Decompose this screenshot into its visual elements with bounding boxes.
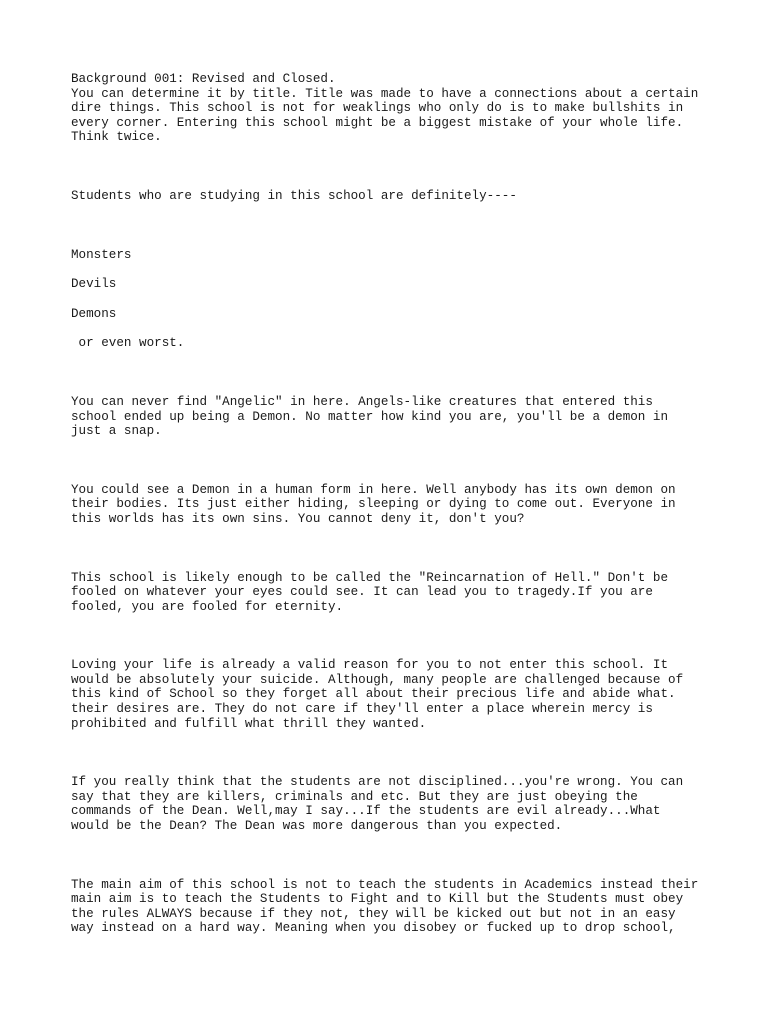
creature-list <box>71 248 711 351</box>
intro-paragraph <box>71 72 711 145</box>
text-line: You can determine it by title. Title was made to have a connections about a certain <box>71 86 699 101</box>
text-line: fooled on whatever your eyes could see. It can lead you to tragedy.If you are <box>71 585 653 600</box>
loving-life-paragraph <box>71 658 711 731</box>
list-item: Monsters <box>71 247 132 262</box>
hell-paragraph <box>71 571 711 615</box>
disciplined-paragraph <box>71 775 711 833</box>
demon-form-paragraph <box>71 483 711 527</box>
text-line: their bodies. Its just either hiding, sleeping or dying to come out. Everyone in <box>71 497 676 512</box>
text-line: this kind of School so they forget all about their precious life and abide what. <box>71 687 676 702</box>
text-line: commands of the Dean. Well,may I say...If the students are evil already...What <box>71 804 661 819</box>
text-line: This school is likely enough to be called the "Reincarnation of Hell." Don't be <box>71 570 669 585</box>
main-aim-paragraph <box>71 878 711 936</box>
text-line: would be absolutely your suicide. Although, many people are challenged because of <box>71 672 684 687</box>
text-line: main aim is to teach the Students to Fight and to Kill but the Students must obey <box>71 892 684 907</box>
text-line: would be the Dean? The Dean was more dangerous than you expected. <box>71 819 563 834</box>
text-line: say that they are killers, criminals and etc. But they are just obeying the <box>71 789 638 804</box>
text-line: school ended up being a Demon. No matter how kind you are, you'll be a demon in <box>71 409 669 424</box>
text-line: You can never find "Angelic" in here. Angels-like creatures that entered this <box>71 394 653 409</box>
list-item: Demons <box>71 306 117 321</box>
text-line: this worlds has its own sins. You cannot deny it, don't you? <box>71 511 525 526</box>
text-line: way instead on a hard way. Meaning when you disobey or fucked up to drop school, <box>71 921 676 936</box>
text-line: prohibited and fulfill what thrill they wanted. <box>71 716 427 731</box>
text-line: just a snap. <box>71 424 162 439</box>
text-line: their desires are. They do not care if they'll enter a place wherein mercy is <box>71 702 653 717</box>
angelic-paragraph <box>71 395 711 439</box>
text-line: fooled, you are fooled for eternity. <box>71 599 344 614</box>
text-line: every corner. Entering this school might be a biggest mistake of your whole life. <box>71 115 684 130</box>
text-line: the rules ALWAYS because if they not, they will be kicked out but not in an easy <box>71 906 676 921</box>
text-line: You could see a Demon in a human form in here. Well anybody has its own demon on <box>71 482 676 497</box>
text-line: If you really think that the students are not disciplined...you're wrong. You can <box>71 775 684 790</box>
document-title: Background 001: Revised and Closed. <box>71 72 336 86</box>
text-line: dire things. This school is not for weaklings who only do is to make bullshits in <box>71 101 684 116</box>
document-page <box>71 72 711 936</box>
list-item: or even worst. <box>71 336 185 351</box>
text-line: Loving your life is already a valid reason for you to not enter this school. It <box>71 658 669 673</box>
text-line: Think twice. <box>71 130 162 145</box>
text-line: The main aim of this school is not to teach the students in Academics instead their <box>71 877 699 892</box>
students-line: Students who are studying in this school are definitely---- <box>71 188 517 203</box>
list-item: Devils <box>71 277 117 292</box>
